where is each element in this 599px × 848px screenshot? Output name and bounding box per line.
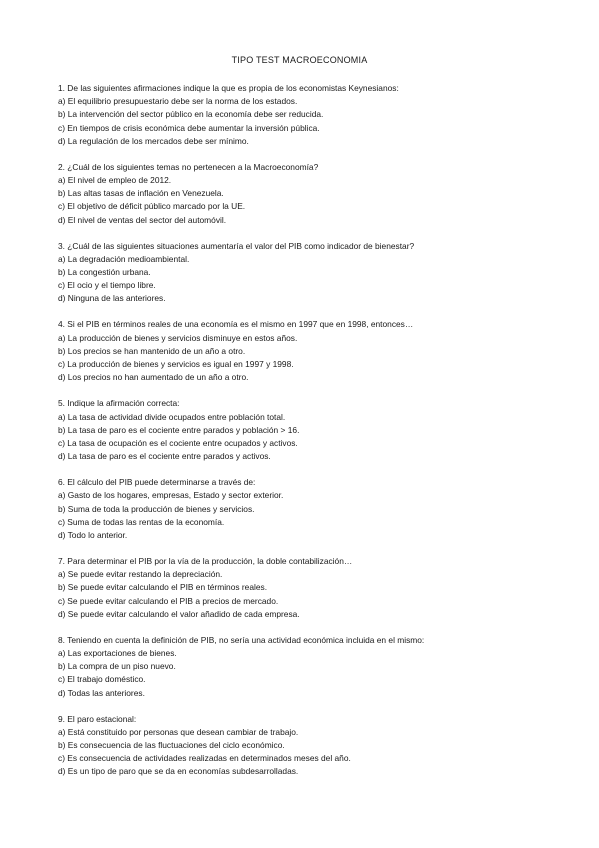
option-a: a) Las exportaciones de bienes.: [58, 647, 177, 658]
option-d: d) Se puede evitar calculando el valor añadido de cada empresa.: [58, 608, 300, 619]
question-text: 7. Para determinar el PIB por la vía de la producción, la doble contabilización…: [58, 555, 353, 566]
question-text: 3. ¿Cuál de las siguientes situaciones aumentaría el valor del PIB como indicador de bienestar?: [58, 240, 415, 251]
option-d: d) La tasa de paro es el cociente entre parados y activos.: [58, 451, 271, 462]
question-text: 6. El cálculo del PIB puede determinarse a través de:: [58, 477, 256, 488]
option-d: d) Todas las anteriores.: [58, 687, 145, 698]
option-c: c) El trabajo doméstico.: [58, 674, 146, 685]
question-text: 1. De las siguientes afirmaciones indique la que es propia de los economistas Keynesianos:: [58, 83, 399, 93]
option-a: a) Está constituido por personas que desean cambiar de trabajo.: [58, 726, 299, 737]
option-a: a) El equilibrio presupuestario debe ser la norma de los estados.: [58, 96, 298, 107]
option-c: c) El ocio y el tiempo libre.: [58, 280, 156, 291]
option-a: a) Gasto de los hogares, empresas, Estado y sector exterior.: [58, 490, 284, 501]
option-d: d) Todo lo anterior.: [58, 529, 128, 540]
question-2: [58, 161, 578, 227]
option-b: b) Las altas tasas de inflación en Venezuela.: [58, 188, 224, 199]
question-3: [58, 240, 578, 306]
option-b: b) Suma de toda la producción de bienes y servicios.: [58, 503, 255, 514]
question-text: 2. ¿Cuál de los siguientes temas no pertenecen a la Macroeconomía?: [58, 161, 319, 172]
question-6: [58, 476, 578, 542]
option-d: d) Es un tipo de paro que se da en economías subdesarrolladas.: [58, 766, 299, 777]
document-title: TIPO TEST MACROECONOMIA: [231, 55, 368, 65]
option-c: c) Suma de todas las rentas de la economía.: [58, 516, 225, 527]
question-5: [58, 397, 578, 463]
question-4: [58, 318, 578, 384]
option-b: b) La intervención del sector público en la economía debe ser reducida.: [58, 109, 324, 120]
option-a: a) La producción de bienes y servicios disminuye en estos años.: [58, 332, 298, 343]
option-a: a) La tasa de actividad divide ocupados entre población total.: [58, 411, 286, 422]
question-text: 4. Si el PIB en términos reales de una economía es el mismo en 1997 que en 1998, entonces…: [58, 319, 414, 330]
option-b: b) Es consecuencia de las fluctuaciones del ciclo económico.: [58, 740, 285, 750]
option-d: d) Los precios no han aumentado de un año a otro.: [58, 372, 249, 383]
option-c: c) En tiempos de crisis económica debe aumentar la inversión pública.: [58, 122, 320, 133]
question-7: [58, 555, 578, 621]
option-b: b) Los precios se han mantenido de un año a otro.: [58, 345, 246, 356]
option-b: b) La compra de un piso nuevo.: [58, 661, 176, 672]
question-8: [58, 634, 578, 700]
option-c: c) El objetivo de déficit público marcado por la UE.: [58, 201, 246, 212]
question-text: 8. Teniendo en cuenta la definición de PIB, no sería una actividad económica incluida en el mismo:: [58, 634, 425, 645]
question-1: [58, 82, 578, 148]
question-text: 5. Indique la afirmación correcta:: [58, 398, 180, 409]
option-c: c) La producción de bienes y servicios es igual en 1997 y 1998.: [58, 359, 294, 370]
option-a: a) El nivel de empleo de 2012.: [58, 175, 172, 186]
option-c: c) La tasa de ocupación es el cociente entre ocupados y activos.: [58, 437, 298, 448]
option-b: b) La congestión urbana.: [58, 267, 151, 278]
option-a: a) Se puede evitar restando la depreciación.: [58, 569, 223, 580]
option-b: b) Se puede evitar calculando el PIB en términos reales.: [58, 582, 268, 593]
option-d: d) Ninguna de las anteriores.: [58, 293, 166, 304]
question-text: 9. El paro estacional:: [58, 713, 137, 724]
question-9: [58, 713, 578, 779]
option-c: c) Es consecuencia de actividades realizadas en determinados meses del año.: [58, 753, 351, 764]
option-a: a) La degradación medioambiental.: [58, 253, 190, 264]
question-list: [58, 82, 578, 791]
option-c: c) Se puede evitar calculando el PIB a precios de mercado.: [58, 595, 279, 606]
option-d: d) La regulación de los mercados debe ser mínimo.: [58, 135, 249, 146]
option-b: b) La tasa de paro es el cociente entre parados y población > 16.: [58, 424, 300, 435]
option-d: d) El nivel de ventas del sector del automóvil.: [58, 214, 227, 225]
